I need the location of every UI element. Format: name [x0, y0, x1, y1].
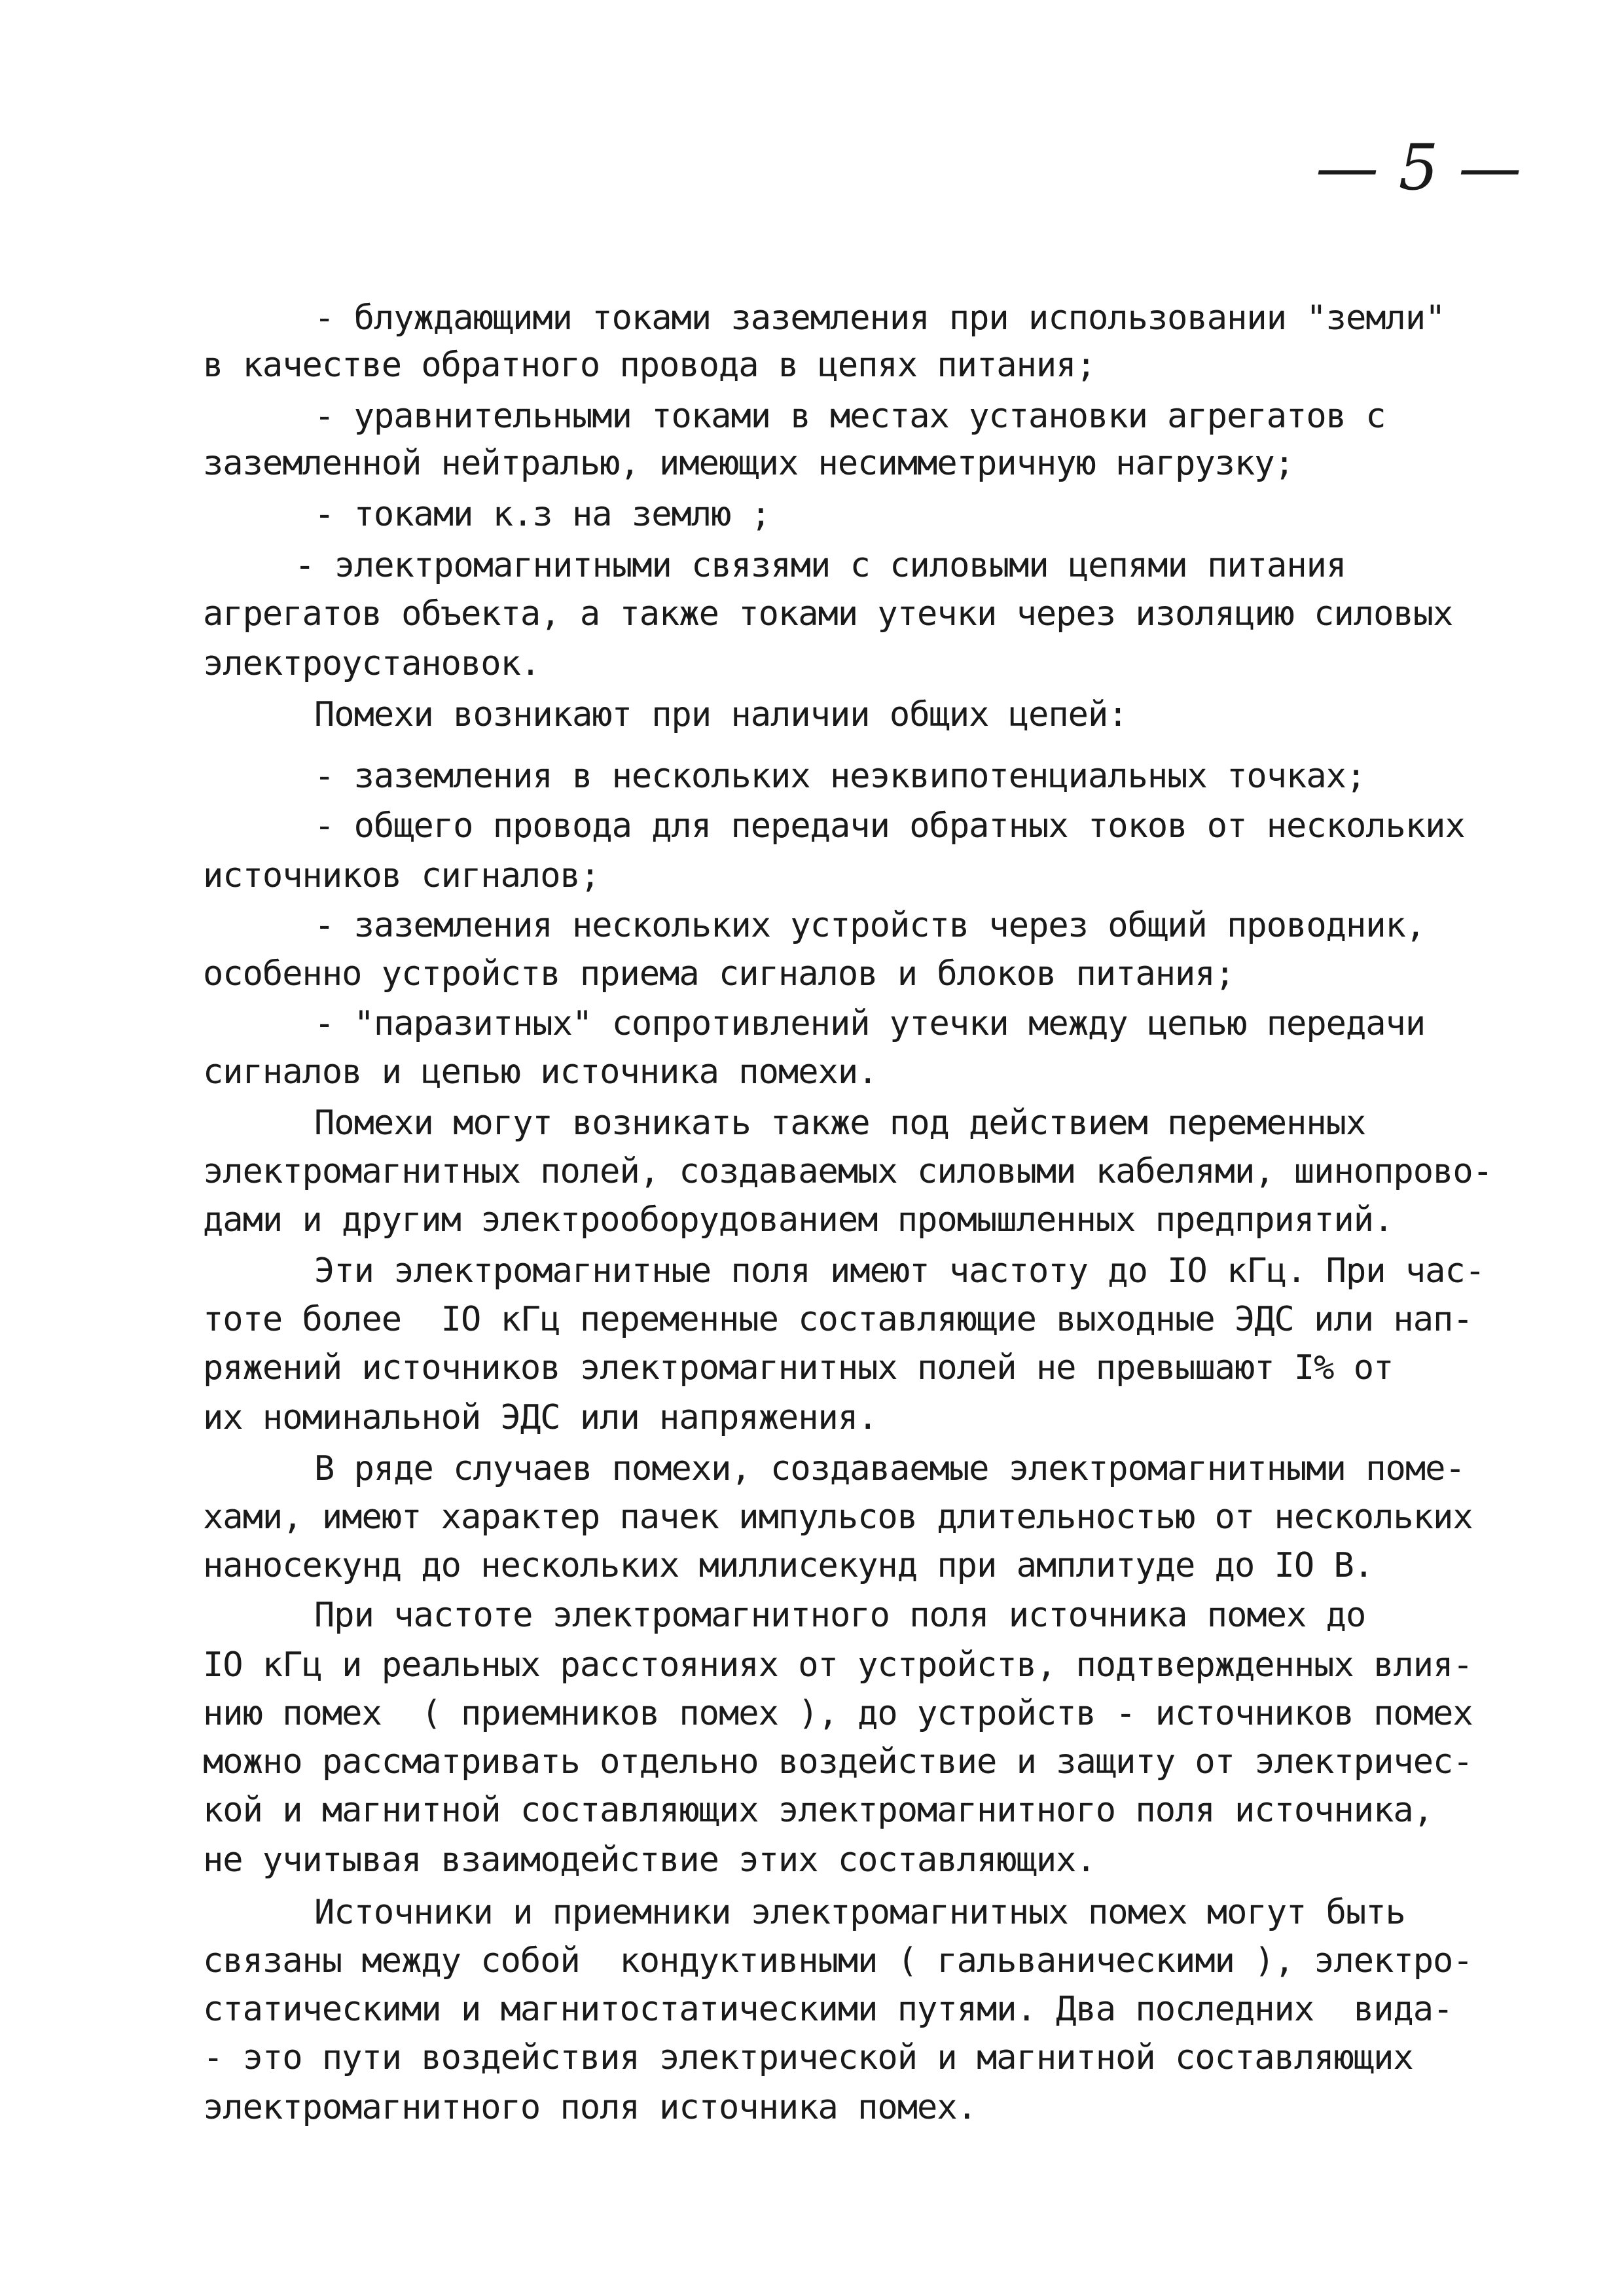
text-line: - блуждающими токами заземления при использовании "земли"	[314, 298, 1445, 338]
text-line: - общего провода для передачи обратных токов от нескольких	[314, 806, 1465, 846]
text-line: в качестве обратного провода в цепях питания;	[203, 346, 1096, 385]
text-line: - токами к.з на землю ;	[314, 495, 771, 534]
text-line: не учитывая взаимодействие этих составляющих.	[203, 1840, 1096, 1880]
text-line: - это пути воздействия электрической и магнитной составляющих	[203, 2038, 1413, 2077]
text-line: Помехи могут возникать также под действием переменных	[314, 1103, 1366, 1143]
text-line: электромагнитного поля источника помех.	[203, 2088, 977, 2127]
text-line: статическими и магнитостатическими путями. Два последних вида-	[203, 1990, 1453, 2029]
text-line: связаны между собой кондуктивными ( гальваническими ), электро-	[203, 1941, 1473, 1981]
text-line: - заземления нескольких устройств через общий проводник,	[314, 906, 1426, 945]
text-line: IO кГц и реальных расстояниях от устройств, подтвержденных влия-	[203, 1645, 1473, 1685]
text-line: тоте более IO кГц переменные составляющие выходные ЭДС или нап-	[203, 1300, 1473, 1339]
text-line: ряжений источников электромагнитных полей не превышают I% от	[203, 1348, 1394, 1388]
text-line: заземленной нейтралью, имеющих несимметричную нагрузку;	[203, 444, 1294, 483]
text-line: источников сигналов;	[203, 856, 600, 895]
text-line: - уравнительными токами в местах установки агрегатов с	[314, 397, 1386, 436]
text-line: Источники и приемники электромагнитных помех могут быть	[314, 1893, 1405, 1932]
text-line: сигналов и цепью источника помехи.	[203, 1052, 878, 1092]
text-line: кой и магнитной составляющих электромагнитного поля источника,	[203, 1791, 1434, 1830]
text-line: нию помех ( приемников помех ), до устройств - источников помех	[203, 1694, 1473, 1733]
text-line: их номинальной ЭДС или напряжения.	[203, 1398, 878, 1437]
text-line: агрегатов объекта, а также токами утечки через изоляцию силовых	[203, 594, 1453, 634]
text-line: - электромагнитными связями с силовыми цепями питания	[295, 546, 1346, 585]
page-number: — 5 —	[1316, 131, 1522, 204]
text-line: - "паразитных" сопротивлений утечки между цепью передачи	[314, 1004, 1426, 1043]
text-line: - заземления в нескольких неэквипотенциальных точках;	[314, 757, 1366, 796]
text-line: хами, имеют характер пачек импульсов длительностью от нескольких	[203, 1498, 1473, 1537]
text-line: особенно устройств приема сигналов и блоков питания;	[203, 954, 1235, 994]
text-line: дами и другим электрооборудованием промышленных предприятий.	[203, 1200, 1394, 1240]
text-line: электроустановок.	[203, 644, 541, 683]
text-line: При частоте электромагнитного поля источника помех до	[314, 1596, 1366, 1635]
text-line: можно рассматривать отдельно воздействие и защиту от электричес-	[203, 1742, 1473, 1782]
text-line: Эти электромагнитные поля имеют частоту до IO кГц. При час-	[314, 1251, 1485, 1291]
text-line: Помехи возникают при наличии общих цепей:	[314, 695, 1128, 734]
text-line: В ряде случаев помехи, создаваемые электромагнитными поме-	[314, 1449, 1465, 1488]
text-line: электромагнитных полей, создаваемых силовыми кабелями, шинопрово-	[203, 1152, 1492, 1191]
text-line: наносекунд до нескольких миллисекунд при амплитуде до IO В.	[203, 1546, 1374, 1585]
